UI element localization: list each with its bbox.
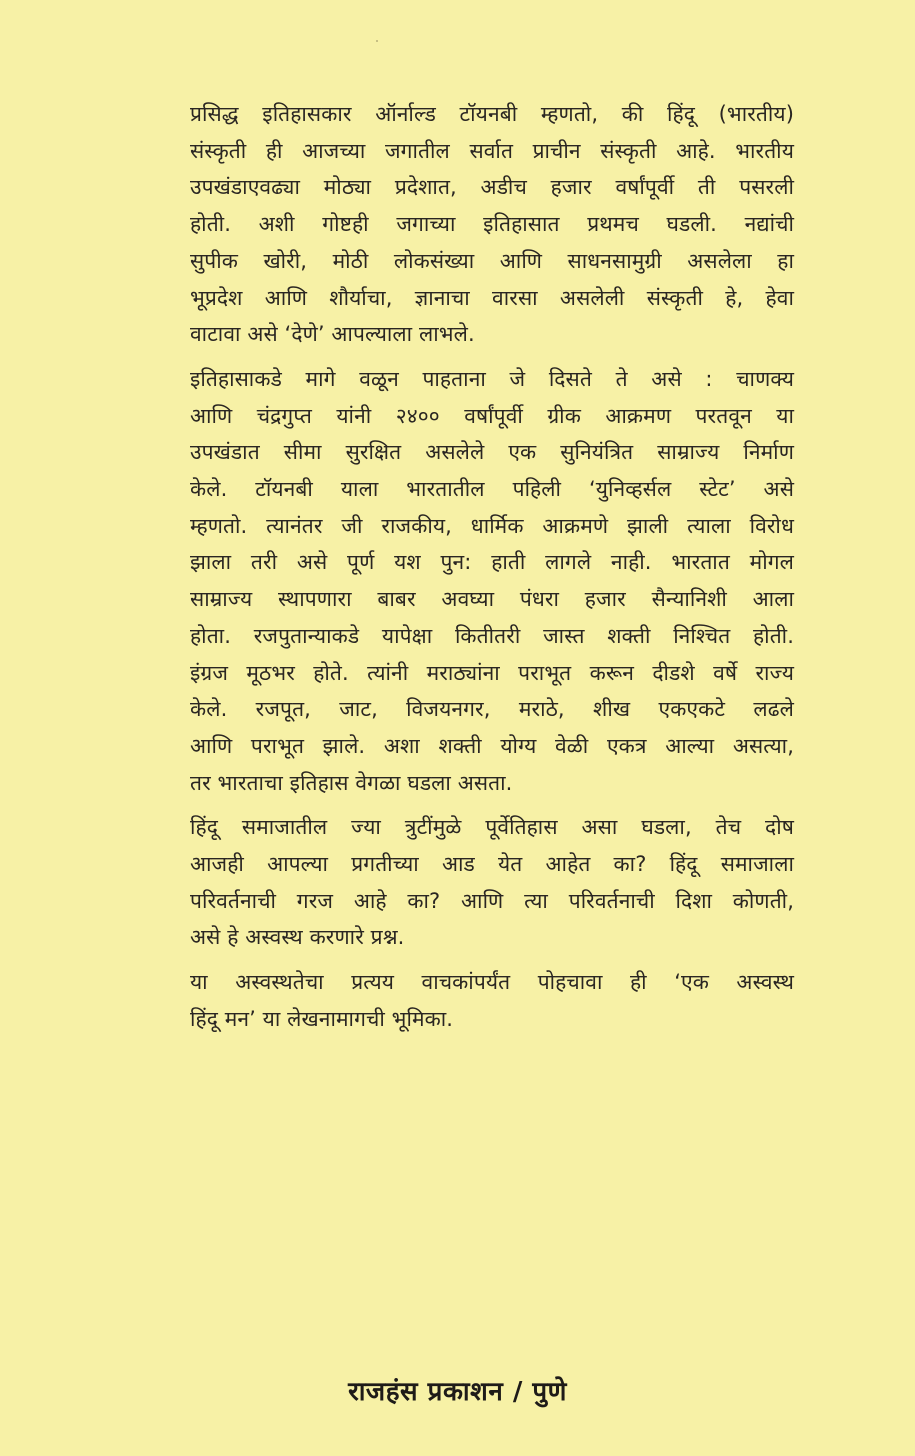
text-line: तर भारताचा इतिहास वेगळा घडला असता. <box>190 770 513 795</box>
speck <box>376 40 378 42</box>
text-line: आणि पराभूत झाले. अशा शक्ती योग्य वेळी एकत्र आल्या असत्या, <box>190 733 794 758</box>
paragraph-1 <box>158 96 794 353</box>
text-line: उपखंडाएवढ्या मोठ्या प्रदेशात, अडीच हजार वर्षांपूर्वी ती पसरली <box>190 175 794 200</box>
text-line: केले. टॉयनबी याला भारतातील पहिली ‘युनिव्हर्सल स्टेट’ असे <box>190 477 794 502</box>
blurb-text <box>158 96 794 1046</box>
text-line: साम्राज्य स्थापणारा बाबर अवघ्या पंधरा हजार सैन्यानिशी आला <box>190 587 794 612</box>
text-line: म्हणतो. त्यानंतर जी राजकीय, धार्मिक आक्रमणे झाली त्याला विरोध <box>190 513 794 538</box>
text-line: वाटावा असे ‘देणे’ आपल्याला लाभले. <box>190 322 475 347</box>
paragraph-3 <box>158 809 794 956</box>
text-line: सुपीक खोरी, मोठी लोकसंख्या आणि साधनसामुग्री असलेला हा <box>190 248 794 273</box>
publisher-imprint: राजहंस प्रकाशन / पुणे <box>348 1377 567 1407</box>
text-line: केले. रजपूत, जाट, विजयनगर, मराठे, शीख एकएकटे लढले <box>190 697 794 722</box>
text-line: हिंदू समाजातील ज्या त्रुटींमुळे पूर्वेतिहास असा घडला, तेच दोष <box>190 815 794 840</box>
text-line: परिवर्तनाची गरज आहे का? आणि त्या परिवर्तनाची दिशा कोणती, <box>190 888 794 913</box>
text-line: असे हे अस्वस्थ करणारे प्रश्न. <box>190 925 405 950</box>
text-line: प्रसिद्ध इतिहासकार ऑर्नाल्ड टॉयनबी म्हणतो, की हिंदू (भारतीय) <box>190 102 794 126</box>
text-line: भूप्रदेश आणि शौर्याचा, ज्ञानाचा वारसा असलेली संस्कृती हे, हेवा <box>190 285 794 310</box>
text-line: या अस्वस्थतेचा प्रत्यय वाचकांपर्यंत पोहचावा ही ‘एक अस्वस्थ <box>190 970 794 995</box>
text-line: आणि चंद्रगुप्त यांनी २४०० वर्षांपूर्वी ग्रीक आक्रमण परतवून या <box>190 403 794 428</box>
text-line: आजही आपल्या प्रगतीच्या आड येत आहेत का? हिंदू समाजाला <box>190 852 794 877</box>
text-line: हिंदू मन’ या लेखनामागची भूमिका. <box>190 1006 454 1031</box>
text-line: उपखंडात सीमा सुरक्षित असलेले एक सुनियंत्रित साम्राज्य निर्माण <box>190 440 794 465</box>
text-line: होती. अशी गोष्टही जगाच्या इतिहासात प्रथमच घडली. नद्यांची <box>190 212 794 237</box>
paragraph-2 <box>158 361 794 801</box>
paragraph-4 <box>158 964 794 1037</box>
text-line: इंग्रज मूठभर होते. त्यांनी मराठ्यांना पराभूत करून दीडशे वर्षे राज्य <box>190 660 794 685</box>
text-line: संस्कृती ही आजच्या जगातील सर्वात प्राचीन संस्कृती आहे. भारतीय <box>190 138 794 163</box>
text-line: होता. रजपुतान्याकडे यापेक्षा कितीतरी जास्त शक्ती निश्चित होती. <box>190 623 794 648</box>
text-line: झाला तरी असे पूर्ण यश पुन: हाती लागले नाही. भारतात मोगल <box>190 550 794 575</box>
text-line: इतिहासाकडे मागे वळून पाहताना जे दिसते ते असे : चाणक्य <box>190 366 794 391</box>
